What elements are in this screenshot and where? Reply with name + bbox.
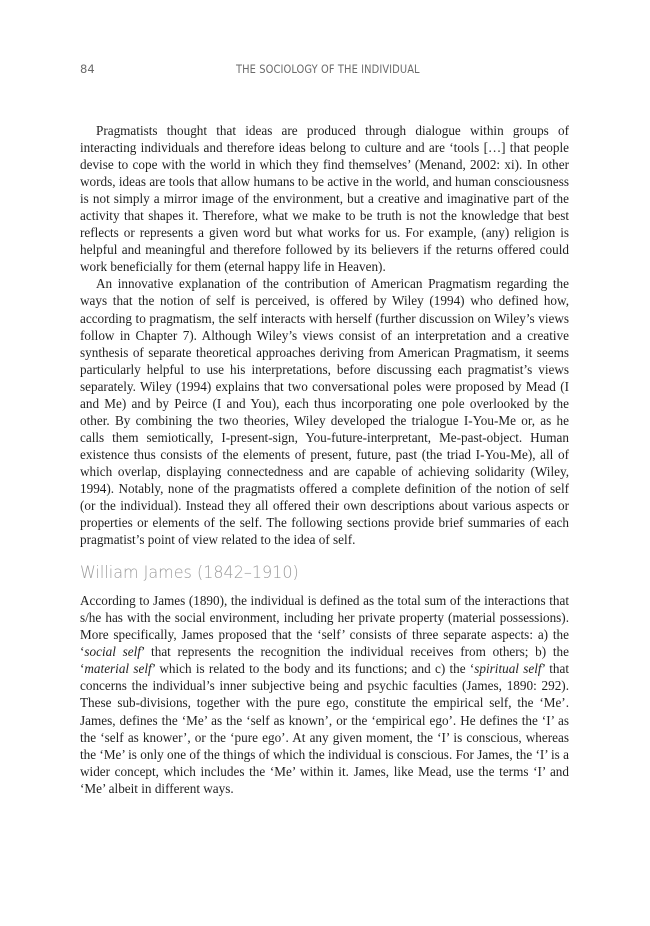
running-head: THE SOCIOLOGY OF THE INDIVIDUAL: [236, 62, 420, 76]
page-header: [0, 62, 650, 78]
text-run: ’ which is related to the body and its functions; and c) the ‘: [151, 661, 475, 677]
italic-term-spiritual-self: spiritual self: [474, 661, 542, 677]
italic-term-material-self: material self: [84, 661, 152, 677]
paragraph-james-self: [80, 592, 569, 797]
text-run: ’ that represents the recognition the individual receives from others; b) the ‘: [80, 644, 569, 677]
page-number: 84: [80, 62, 95, 76]
paragraph-wiley-trialogue: An innovative explanation of the contribution of American Pragmatism regarding the ways that the notion of self is perceived, is offered by Wiley (1994) who defined how, according to pragmatism, the self interacts with herself (further discussion on Wiley’s views follow in Chapter 7). Although Wiley’s views consist of an interpretation and a creative synthesis of separate theoretical approaches deriving from American Pragmatism, it seems particularly helpful to use his interpretations, before discussing each pragmatist’s views separately. Wiley (1994) explains that two conversational poles were proposed by Mead (I and Me) and by Peirce (I and You), each thus incorporating one pole overlooked by the other. By combining the two theories, Wiley developed the trialogue I-You-Me or, as he calls them semiotically, I-present-sign, You-future-interpretant, Me-past-object. Human existence thus consists of the elements of present, future, past (the triad I-You-Me), all of which overlap, displaying connectedness and are capable of achieving solidarity (Wiley, 1994). Notably, none of the pragmatists offered a complete definition of the notion of self (or the individual). Instead they all offered their own descriptions about various aspects or properties or elements of the self. The following sections provide brief summaries of each pragmatist’s point of view related to the idea of self.: [80, 276, 569, 548]
text-run: ’ that concerns the individual’s inner subjective being and psychic faculties (James, 1890: 292). These sub-divisions, together with the pure ego, constitute the empirical self, the ‘Me’. James, defines the ‘Me’ as the ‘self as known’, or the ‘empirical ego’. He defines the ‘I’ as the ‘self as knower’, or the ‘pure ego’. At any given moment, the ‘I’ is conscious, whereas the ‘Me’ is only one of the things of which the individual is conscious. For James, the ‘I’ is a wider concept, which includes the ‘Me’ within it. James, like Mead, use the terms ‘I’ and ‘Me’ albeit in different ways.: [80, 661, 570, 796]
page-body: [80, 122, 569, 797]
section-heading: William James (1842–1910): [80, 563, 299, 584]
italic-term-social-self: social self: [84, 644, 141, 660]
text-run: According to James (1890), the individual is defined as the total sum of the interactions that s/he has with the social environment, including her private property (material possessions). More specifically, James proposed that the ‘self’ consists of three separate aspects: a) the ‘: [80, 593, 569, 660]
paragraph-pragmatists-ideas: Pragmatists thought that ideas are produced through dialogue within groups of interacting individuals and therefore ideas belong to culture and are ‘tools […] that people devise to cope with the world in which they find themselves’ (Menand, 2002: xi). In other words, ideas are tools that allow humans to be active in the world, and human consciousness is not simply a mirror image of the environment, but a creative and imaginative part of the activity that shapes it. Therefore, what we make to be truth is not the knowledge that best reflects or represents a given word but what works for us. For example, (any) religion is helpful and meaningful and therefore followed by its believers if the returns offered could work beneficially for them (eternal happy life in Heaven).: [80, 123, 569, 275]
